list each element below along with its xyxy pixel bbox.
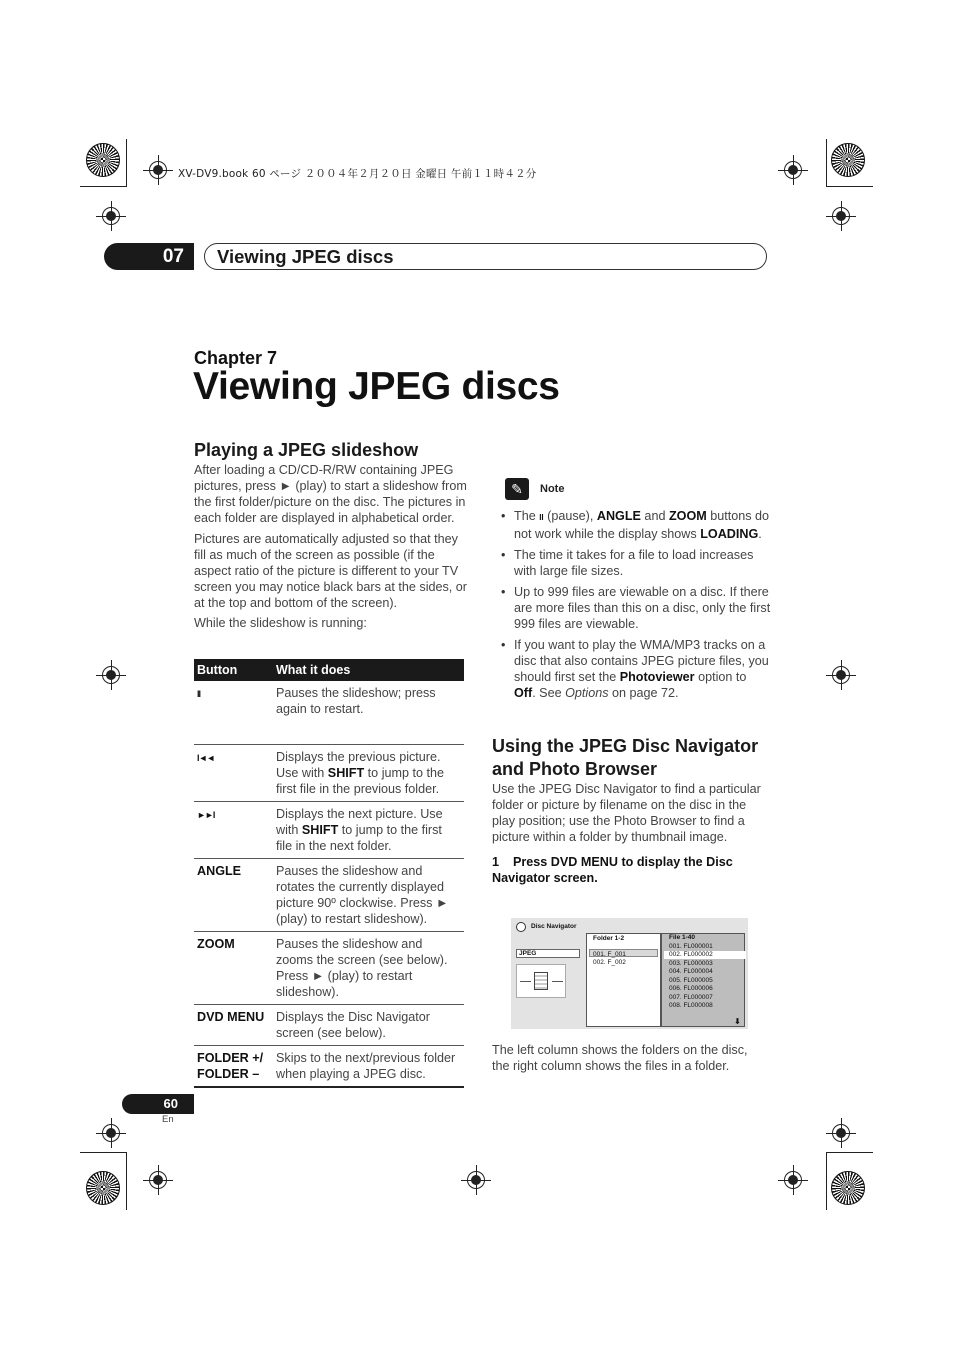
- registration-target: [832, 207, 850, 225]
- slideshow-section: [194, 439, 468, 631]
- list-item[interactable]: 001. F_001: [593, 951, 626, 958]
- list-item[interactable]: 008. FL000008: [669, 1002, 713, 1009]
- disc-navigator-screen: [511, 918, 748, 1029]
- table-row: [194, 1045, 464, 1087]
- previous-icon: I◄◄: [197, 752, 215, 763]
- registration-sunburst-bottom-left: [86, 1171, 120, 1205]
- list-item: • The time it takes for a file to load increases with large file sizes.: [501, 547, 771, 579]
- file-column: [661, 933, 745, 1027]
- next-icon: ►►I: [197, 809, 215, 820]
- button-cell: [194, 681, 273, 744]
- button-cell: [194, 744, 273, 801]
- description-cell: Skips to the next/previous folder when playing a JPEG disc.: [273, 1045, 464, 1087]
- pause-icon: II: [197, 689, 201, 699]
- registration-sunburst-top-left: [86, 143, 120, 177]
- registration-sunburst-bottom-right: [831, 1171, 865, 1205]
- table-row: [194, 744, 464, 801]
- button-cell: FOLDER +/ FOLDER –: [194, 1045, 273, 1087]
- table-row: [194, 1004, 464, 1045]
- page-number: 60: [122, 1094, 194, 1114]
- disc-icon: [516, 922, 526, 932]
- description-cell: Pauses the slideshow and rotates the currently displayed picture 90º clockwise. Press ► (play) to restart slideshow).: [273, 858, 464, 931]
- navigator-section: [492, 735, 768, 886]
- registration-target: [102, 666, 120, 684]
- table-header: Button: [194, 659, 273, 681]
- list-item[interactable]: 006. FL000006: [669, 985, 713, 992]
- description-cell: Displays the previous picture. Use with SHIFT to jump to the first file in the previous folder.: [273, 744, 464, 801]
- registration-target: [102, 1124, 120, 1142]
- list-item[interactable]: 003. FL000003: [669, 960, 713, 967]
- list-item[interactable]: 005. FL000005: [669, 977, 713, 984]
- note-list: [501, 508, 771, 706]
- note-pencil-icon: ✎: [505, 478, 529, 500]
- list-item[interactable]: 004. FL000004: [669, 968, 713, 975]
- source-label: JPEG: [516, 949, 580, 958]
- registration-sunburst-top-right: [831, 143, 865, 177]
- button-cell: ANGLE: [194, 858, 273, 931]
- registration-target: [784, 161, 802, 179]
- list-item: • If you want to play the WMA/MP3 tracks on a disc that also contains JPEG picture files, you should first set the Photoviewer option to Off. See Options on page 72.: [501, 637, 771, 701]
- registration-target: [102, 207, 120, 225]
- button-cell: ZOOM: [194, 931, 273, 1004]
- list-item[interactable]: 002. FL000002: [669, 951, 713, 958]
- table-row: [194, 801, 464, 858]
- description-cell: Displays the Disc Navigator screen (see below).: [273, 1004, 464, 1045]
- button-cell: DVD MENU: [194, 1004, 273, 1045]
- registration-target: [832, 666, 850, 684]
- folder-header: Folder 1-2: [593, 935, 625, 942]
- registration-target: [149, 161, 167, 179]
- paragraph: After loading a CD/CD-R/RW containing JPEG pictures, press ► (play) to start a slideshow from the first folder/picture on the disc. The pictures in each folder are displayed in alphabetical order.: [194, 463, 467, 525]
- language-code: En: [162, 1114, 174, 1125]
- registration-target: [784, 1171, 802, 1189]
- table-row: [194, 681, 464, 744]
- scroll-down-arrow-icon[interactable]: ⬇: [734, 1017, 741, 1026]
- section-heading: Playing a JPEG slideshow: [194, 440, 419, 460]
- photo-thumbnail-icon: [516, 964, 566, 998]
- section-heading: Using the JPEG Disc Navigator and Photo Browser: [492, 736, 759, 779]
- chapter-tab-title: Viewing JPEG discs: [204, 243, 767, 270]
- description-cell: Displays the next picture. Use with SHIFT to jump to the first file in the next folder.: [273, 801, 464, 858]
- description-cell: Pauses the slideshow and zooms the screen (see below). Press ► (play) to restart slideshow).: [273, 931, 464, 1004]
- list-item[interactable]: 002. F_002: [593, 959, 626, 966]
- screen-title: Disc Navigator: [531, 923, 577, 930]
- button-cell: [194, 801, 273, 858]
- print-header: XV-DV9.book 60 ページ ２００４年２月２０日 金曜日 午前１１時４２分: [178, 168, 537, 180]
- table-header-row: [194, 659, 464, 681]
- chapter-tab-number: 07: [104, 243, 194, 270]
- note-label: Note: [540, 483, 565, 495]
- paragraph: While the slideshow is running:: [194, 616, 367, 630]
- registration-target: [832, 1124, 850, 1142]
- list-item[interactable]: 007. FL000007: [669, 994, 713, 1001]
- table-row: [194, 858, 464, 931]
- step-instruction: 1 Press DVD MENU to display the Disc Navigator screen.: [492, 855, 737, 885]
- paragraph: Use the JPEG Disc Navigator to find a particular folder or picture by filename on the disc in the play position; use the Photo Browser to find a picture within a folder by thumbnail image.: [492, 782, 761, 844]
- registration-target: [149, 1171, 167, 1189]
- list-item: • The II (pause), ANGLE and ZOOM buttons do not work while the display shows LOADING.: [501, 508, 771, 542]
- table-row: [194, 931, 464, 1004]
- table-header: What it does: [273, 659, 464, 681]
- file-header: File 1-40: [669, 934, 696, 941]
- screen-caption: The left column shows the folders on the disc, the right column shows the files in a folder.: [492, 1043, 748, 1073]
- list-item[interactable]: 001. FL000001: [669, 943, 713, 950]
- list-item: • Up to 999 files are viewable on a disc. If there are more files than this on a disc, only the first 999 files are viewable.: [501, 584, 771, 632]
- page-title: Viewing JPEG discs: [193, 365, 560, 408]
- registration-target: [467, 1171, 485, 1189]
- chapter-label: Chapter 7: [194, 348, 278, 368]
- pause-icon: II: [539, 513, 544, 522]
- description-cell: Pauses the slideshow; press again to restart.: [273, 681, 464, 744]
- paragraph: Pictures are automatically adjusted so that they fill as much of the screen as possible (if the aspect ratio of the picture is different to your TV screen you may notice black bars at the sides, or at the top and bottom of the screen).: [194, 532, 467, 610]
- button-function-table: [194, 659, 464, 1088]
- folder-column: [586, 933, 661, 1027]
